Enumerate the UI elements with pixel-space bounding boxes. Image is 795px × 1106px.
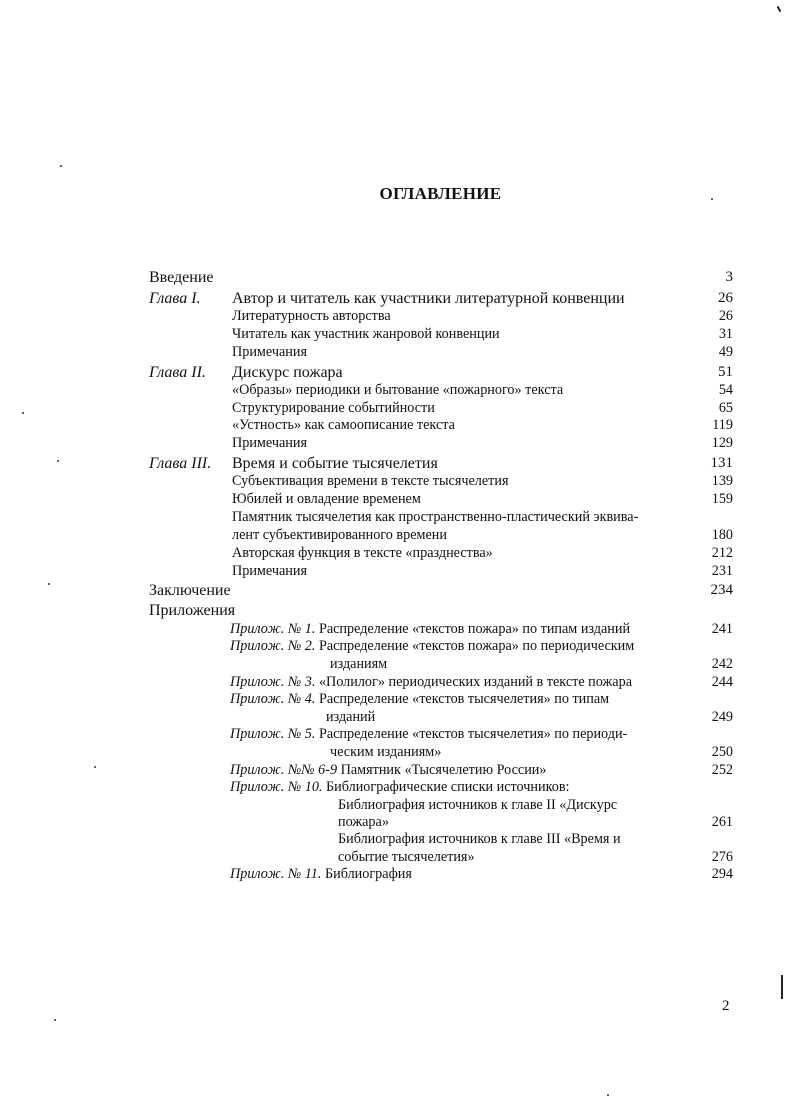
scan-speck <box>22 412 24 414</box>
toc-chapter3-title: Время и событие тысячелетия <box>232 455 438 472</box>
toc-appendix-page: 250 <box>711 744 733 760</box>
appendix-text-line2: изданий <box>326 709 376 725</box>
toc-chapter3-number: Глава III. <box>149 455 212 472</box>
appendix-sub-line1: Библиография источников к главе II «Дискурс <box>338 797 618 813</box>
toc-appendix-item <box>230 779 569 796</box>
appendix-ref: Прилож. № 3. <box>230 674 316 690</box>
toc-chapter2-title: Дискурс пожара <box>232 364 343 381</box>
toc-section-title: Структурирование событийности <box>232 400 435 416</box>
appendix-ref: Прилож. № 4. <box>230 691 316 707</box>
appendix-ref: Прилож. № 1. <box>230 621 316 637</box>
toc-chapter2-number: Глава II. <box>149 364 206 381</box>
appendix-ref: Прилож. №№ 6-9 <box>230 762 338 778</box>
appendix-sub-line1: Библиография источников к главе III «Время и <box>338 831 621 847</box>
toc-section-title: Литературность авторства <box>232 308 391 324</box>
toc-section-page: 49 <box>718 344 733 360</box>
appendix-sub-line2: пожара» <box>338 814 389 830</box>
toc-intro-page: 3 <box>725 269 733 285</box>
appendix-text: Памятник «Тысячелетию России» <box>340 762 547 778</box>
toc-conclusion-page: 234 <box>710 582 733 598</box>
toc-intro-label: Введение <box>149 269 214 286</box>
toc-appendix-page: 261 <box>711 814 733 830</box>
toc-appendix-page: 294 <box>711 866 733 882</box>
toc-section-title: Примечания <box>232 435 307 451</box>
appendix-text: Библиография <box>324 866 412 882</box>
toc-section-title: Примечания <box>232 344 307 360</box>
scan-speck <box>607 1094 609 1096</box>
toc-section-title-line1: Памятник тысячелетия как пространственно-пластический эквива- <box>232 509 639 525</box>
toc-appendix-item <box>230 691 609 708</box>
toc-appendix-item <box>230 674 632 691</box>
scan-mark <box>781 975 783 999</box>
toc-section-page: 231 <box>711 563 733 579</box>
toc-chapter3-page: 131 <box>710 455 733 471</box>
toc-section-title: Юбилей и овладение временем <box>232 491 421 507</box>
scan-speck <box>60 165 62 167</box>
toc-appendix-item <box>230 638 634 655</box>
toc-section-page: 119 <box>712 417 733 433</box>
toc-appendix-item <box>230 726 627 743</box>
toc-appendices-label: Приложения <box>149 602 236 619</box>
toc-chapter1-page: 26 <box>718 290 733 306</box>
toc-section-page: 139 <box>711 473 733 489</box>
toc-appendix-item <box>230 762 546 779</box>
page-title: ОГЛАВЛЕНИЕ <box>379 184 502 203</box>
appendix-sub-line2: событие тысячелетия» <box>338 849 475 865</box>
toc-appendix-page: 241 <box>711 621 733 637</box>
toc-section-title-line2: лент субъективированного времени <box>232 527 447 543</box>
toc-section-page: 31 <box>718 326 733 342</box>
toc-section-title: Субъективация времени в тексте тысячелетия <box>232 473 509 489</box>
appendix-text: Библиографические списки источников: <box>326 779 570 795</box>
toc-appendix-page: 276 <box>711 849 733 865</box>
appendix-text-line2: изданиям <box>330 656 388 672</box>
toc-section-page: 212 <box>711 545 733 561</box>
scan-speck <box>94 766 96 768</box>
toc-chapter1-title: Автор и читатель как участники литературной конвенции <box>232 290 625 307</box>
toc-section-page: 65 <box>718 400 733 416</box>
appendix-ref: Прилож. № 5. <box>230 726 316 742</box>
toc-section-page: 54 <box>718 382 733 398</box>
appendix-text: Распределение «текстов пожара» по типам изданий <box>318 621 631 637</box>
toc-chapter1-number: Глава I. <box>149 290 201 307</box>
appendix-text: Распределение «текстов тысячелетия» по типам <box>318 691 610 707</box>
appendix-text: Распределение «текстов тысячелетия» по периоди- <box>318 726 628 742</box>
appendix-ref: Прилож. № 11. <box>230 866 322 882</box>
toc-chapter2-page: 51 <box>718 364 733 380</box>
appendix-text: Распределение «текстов пожара» по периодическим <box>318 638 635 654</box>
toc-section-title: «Образы» периодики и бытование «пожарного» текста <box>232 382 564 398</box>
toc-appendix-page: 252 <box>711 762 733 778</box>
scan-speck <box>57 460 59 462</box>
toc-appendix-item <box>230 866 412 883</box>
scan-speck <box>711 198 713 200</box>
appendix-ref: Прилож. № 10. <box>230 779 323 795</box>
toc-section-page: 180 <box>711 527 733 543</box>
scan-speck <box>54 1019 56 1021</box>
toc-section-title: Читатель как участник жанровой конвенции <box>232 326 500 342</box>
toc-appendix-page: 244 <box>711 674 733 690</box>
appendix-text-line2: ческим изданиям» <box>330 744 442 760</box>
toc-section-page: 129 <box>711 435 733 451</box>
appendix-ref: Прилож. № 2. <box>230 638 316 654</box>
toc-appendix-page: 242 <box>711 656 733 672</box>
toc-conclusion-label: Заключение <box>149 582 231 599</box>
toc-appendix-item <box>230 621 630 638</box>
scan-speck <box>48 583 50 585</box>
toc-section-title: Примечания <box>232 563 307 579</box>
appendix-text: «Полилог» периодических изданий в тексте пожара <box>318 674 632 690</box>
page-number: 2 <box>722 998 730 1014</box>
toc-section-page: 26 <box>718 308 733 324</box>
toc-section-title: Авторская функция в тексте «празднества» <box>232 545 493 561</box>
toc-appendix-page: 249 <box>711 709 733 725</box>
toc-section-title: «Устность» как самоописание текста <box>232 417 455 433</box>
toc-section-page: 159 <box>711 491 733 507</box>
